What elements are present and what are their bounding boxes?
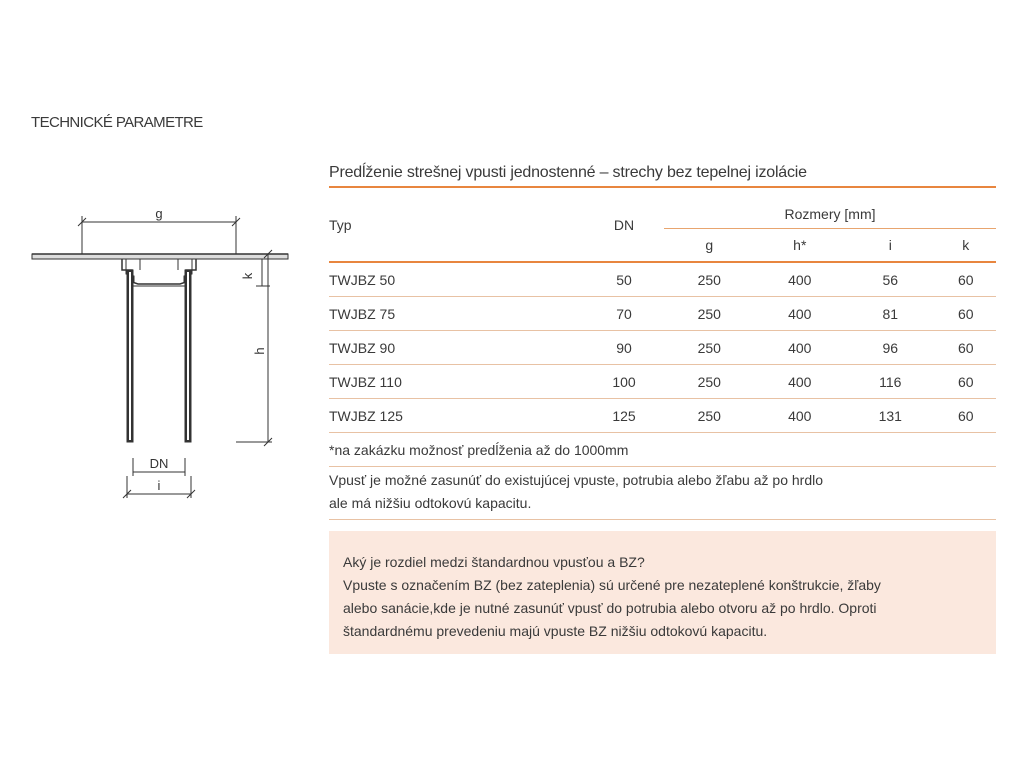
cell-h: 400 [755, 297, 846, 331]
cell-k: 60 [936, 399, 996, 433]
cell-h: 400 [755, 262, 846, 297]
table-row [329, 297, 996, 331]
cell-typ: TWJBZ 50 [329, 262, 584, 297]
label-h: h [252, 347, 267, 355]
col-g-header: g [664, 229, 755, 263]
info-text [329, 467, 996, 520]
cell-g: 250 [664, 297, 755, 331]
cell-typ: TWJBZ 75 [329, 297, 584, 331]
cell-g: 250 [664, 331, 755, 365]
faq-answer-line: Vpuste s označením BZ (bez zateplenia) sú určené pre nezateplené konštrukcie, žľaby [343, 577, 881, 593]
cell-dn: 125 [584, 399, 664, 433]
table-row [329, 365, 996, 399]
parameters-table [329, 188, 996, 467]
info-line: Vpusť je možné zasunúť do existujúcej vpuste, potrubia alebo žľabu až po hrdlo [329, 472, 823, 488]
cell-k: 60 [936, 365, 996, 399]
cell-typ: TWJBZ 110 [329, 365, 584, 399]
cell-dn: 50 [584, 262, 664, 297]
page-heading: TECHNICKÉ PARAMETRE [31, 114, 203, 131]
technical-drawing [20, 196, 320, 516]
faq-box [329, 531, 996, 654]
info-line: ale má nižšiu odtokovú kapacitu. [329, 495, 532, 511]
faq-answer-line: štandardnému prevedeniu majú vpuste BZ nižšiu odtokovú kapacitu. [343, 623, 768, 639]
faq-question: Aký je rozdiel medzi štandardnou vpusťou a BZ? [343, 554, 645, 570]
col-i-header: i [845, 229, 936, 263]
label-dn: DN [149, 456, 169, 471]
cell-i: 131 [845, 399, 936, 433]
cell-g: 250 [664, 399, 755, 433]
cell-g: 250 [664, 262, 755, 297]
parameters-table-block [329, 160, 996, 520]
cell-i: 56 [845, 262, 936, 297]
cell-typ: TWJBZ 90 [329, 331, 584, 365]
col-h-header: h* [755, 229, 846, 263]
cell-typ: TWJBZ 125 [329, 399, 584, 433]
label-g: g [155, 206, 163, 221]
faq-answer-line: alebo sanácie,kde je nutné zasunúť vpusť do potrubia alebo otvoru až po hrdlo. Oproti [343, 600, 877, 616]
cell-g: 250 [664, 365, 755, 399]
col-k-header: k [936, 229, 996, 263]
cell-k: 60 [936, 262, 996, 297]
cell-dn: 70 [584, 297, 664, 331]
cell-k: 60 [936, 297, 996, 331]
cell-h: 400 [755, 331, 846, 365]
footnote: *na zakázku možnosť predĺženia až do 1000mm [329, 433, 996, 467]
table-row [329, 399, 996, 433]
col-typ-header: Typ [329, 188, 584, 262]
cell-i: 81 [845, 297, 936, 331]
col-dn-header: DN [584, 188, 664, 262]
cell-h: 400 [755, 365, 846, 399]
col-rozmery-header: Rozmery [mm] [664, 188, 996, 229]
label-i: i [157, 478, 161, 493]
table-row [329, 262, 996, 297]
table-row [329, 331, 996, 365]
cell-i: 96 [845, 331, 936, 365]
cell-h: 400 [755, 399, 846, 433]
cell-k: 60 [936, 331, 996, 365]
cell-dn: 90 [584, 331, 664, 365]
table-title: Predĺženie strešnej vpusti jednostenné – strechy bez tepelnej izolácie [329, 160, 996, 188]
label-k: k [240, 272, 255, 280]
cell-i: 116 [845, 365, 936, 399]
cell-dn: 100 [584, 365, 664, 399]
